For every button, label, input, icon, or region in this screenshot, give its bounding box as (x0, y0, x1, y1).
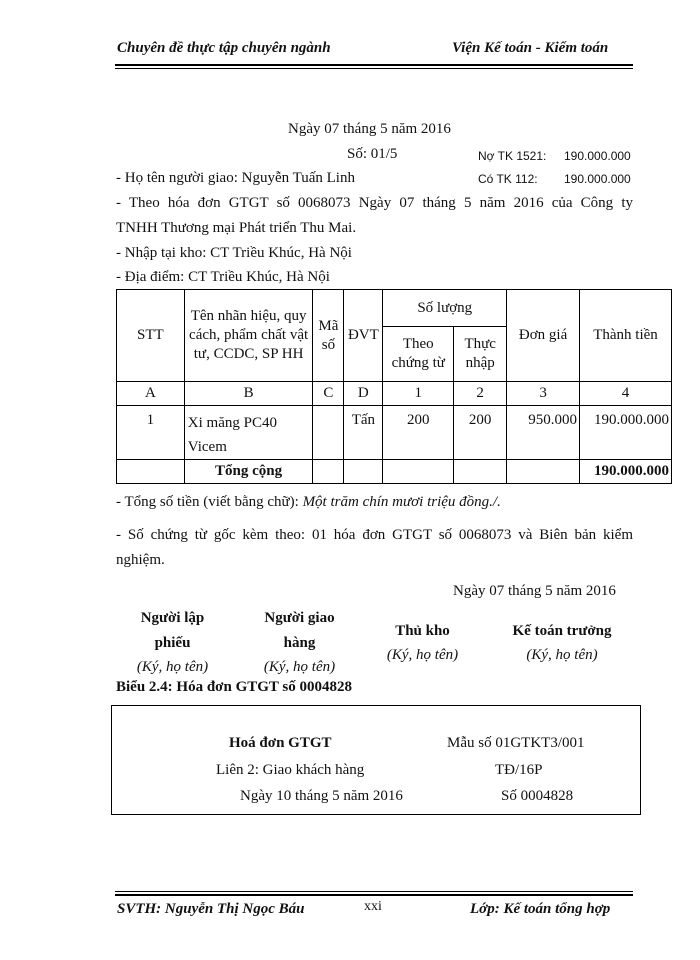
index-cell: 1 (383, 382, 454, 406)
sign-date: Ngày 07 tháng 5 năm 2016 (453, 583, 616, 599)
receipt-number: Số: 01/5 (347, 146, 398, 162)
warehouse-line: - Nhập tại kho: CT Triều Khúc, Hà Nội (116, 245, 352, 261)
index-cell: B (184, 382, 313, 406)
credit-label: Có TK 112: (478, 172, 538, 186)
receipt-date: Ngày 07 tháng 5 năm 2016 (288, 121, 451, 137)
signature-role: Thủ kho (395, 623, 450, 639)
location-line: - Địa điểm: CT Triều Khúc, Hà Nội (116, 269, 330, 285)
total-amount: 190.000.000 (580, 460, 672, 484)
header-left: Chuyên đề thực tập chuyên ngành (117, 40, 331, 56)
invoice-form: Mẫu số 01GTKT3/001 (447, 735, 585, 751)
invoice-line-1: - Theo hóa đơn GTGT số 0068073 Ngày 07 tháng 5 năm 2016 của Công ty (116, 195, 633, 211)
index-cell: 4 (580, 382, 672, 406)
index-cell: C (313, 382, 344, 406)
col-header-unit: ĐVT (344, 290, 383, 382)
page-number: xxi (364, 899, 382, 914)
signature-block (492, 619, 632, 666)
signature-block (360, 619, 485, 666)
total-row (117, 460, 672, 484)
invoice-series: TĐ/16P (495, 762, 543, 778)
signature-note: (Ký, họ tên) (136, 659, 209, 675)
amount-words-label: - Tổng số tiền (viết bằng chữ): (116, 494, 299, 510)
credit-amount: 190.000.000 (564, 172, 631, 186)
index-cell: A (117, 382, 185, 406)
amount-words-value: Một trăm chín mươi triệu đồng./. (302, 494, 501, 510)
signature-block (110, 606, 235, 678)
signature-block (237, 606, 362, 678)
signature-note: (Ký, họ tên) (526, 647, 598, 663)
col-header-quantity: Số lượng (383, 290, 507, 327)
cell-unit: Tấn (344, 406, 383, 460)
amount-in-words (116, 494, 501, 511)
invoice-copy: Liên 2: Giao khách hàng (216, 762, 365, 778)
cell-name: Xi măng PC40 Vicem (184, 406, 313, 460)
col-header-qty-doc: Theo chứng từ (383, 327, 454, 382)
footer-right: Lớp: Kế toán tổng hợp (470, 901, 611, 917)
col-header-name: Tên nhãn hiệu, quy cách, phẩm chất vật tư, CCDC, SP HH (184, 290, 313, 382)
total-label: Tổng cộng (184, 460, 313, 484)
invoice-box (111, 705, 641, 815)
invoice-title: Hoá đơn GTGT (229, 735, 332, 751)
col-header-stt: STT (117, 290, 185, 382)
index-cell: 2 (454, 382, 507, 406)
attachments-line-2: nghiệm. (116, 552, 165, 568)
figure-caption: Biểu 2.4: Hóa đơn GTGT số 0004828 (116, 679, 352, 695)
col-header-qty-actual: Thực nhập (454, 327, 507, 382)
cell-price: 950.000 (507, 406, 580, 460)
table-row (117, 406, 672, 460)
signature-role: Kế toán trưởng (512, 623, 612, 639)
attachments-line-1: - Số chứng từ gốc kèm theo: 01 hóa đơn GTGT số 0068073 và Biên bản kiểm (116, 527, 633, 543)
signature-role: Người giao hàng (264, 610, 335, 651)
invoice-date: Ngày 10 tháng 5 năm 2016 (240, 788, 403, 804)
cell-stt: 1 (117, 406, 185, 460)
deliverer-line: - Họ tên người giao: Nguyễn Tuấn Linh (116, 170, 355, 186)
cell-qty-doc: 200 (383, 406, 454, 460)
header-rule (115, 64, 633, 69)
col-header-amount: Thành tiền (580, 290, 672, 382)
debit-label: Nợ TK 1521: (478, 149, 547, 163)
col-header-code: Mã số (313, 290, 344, 382)
cell-amount: 190.000.000 (580, 406, 672, 460)
footer-rule (115, 891, 633, 896)
cell-qty-actual: 200 (454, 406, 507, 460)
header-right: Viện Kế toán - Kiểm toán (452, 40, 609, 56)
col-header-price: Đơn giá (507, 290, 580, 382)
signature-role: Người lập phiếu (140, 610, 205, 651)
debit-amount: 190.000.000 (564, 149, 631, 163)
index-cell: D (344, 382, 383, 406)
invoice-line-2: TNHH Thương mại Phát triển Thu Mai. (116, 220, 357, 236)
signature-note: (Ký, họ tên) (263, 659, 336, 675)
signature-note: (Ký, họ tên) (386, 647, 459, 663)
goods-table (116, 289, 672, 484)
invoice-number: Số 0004828 (501, 788, 574, 804)
index-cell: 3 (507, 382, 580, 406)
footer-left: SVTH: Nguyễn Thị Ngọc Báu (117, 901, 305, 917)
cell-code (313, 406, 344, 460)
